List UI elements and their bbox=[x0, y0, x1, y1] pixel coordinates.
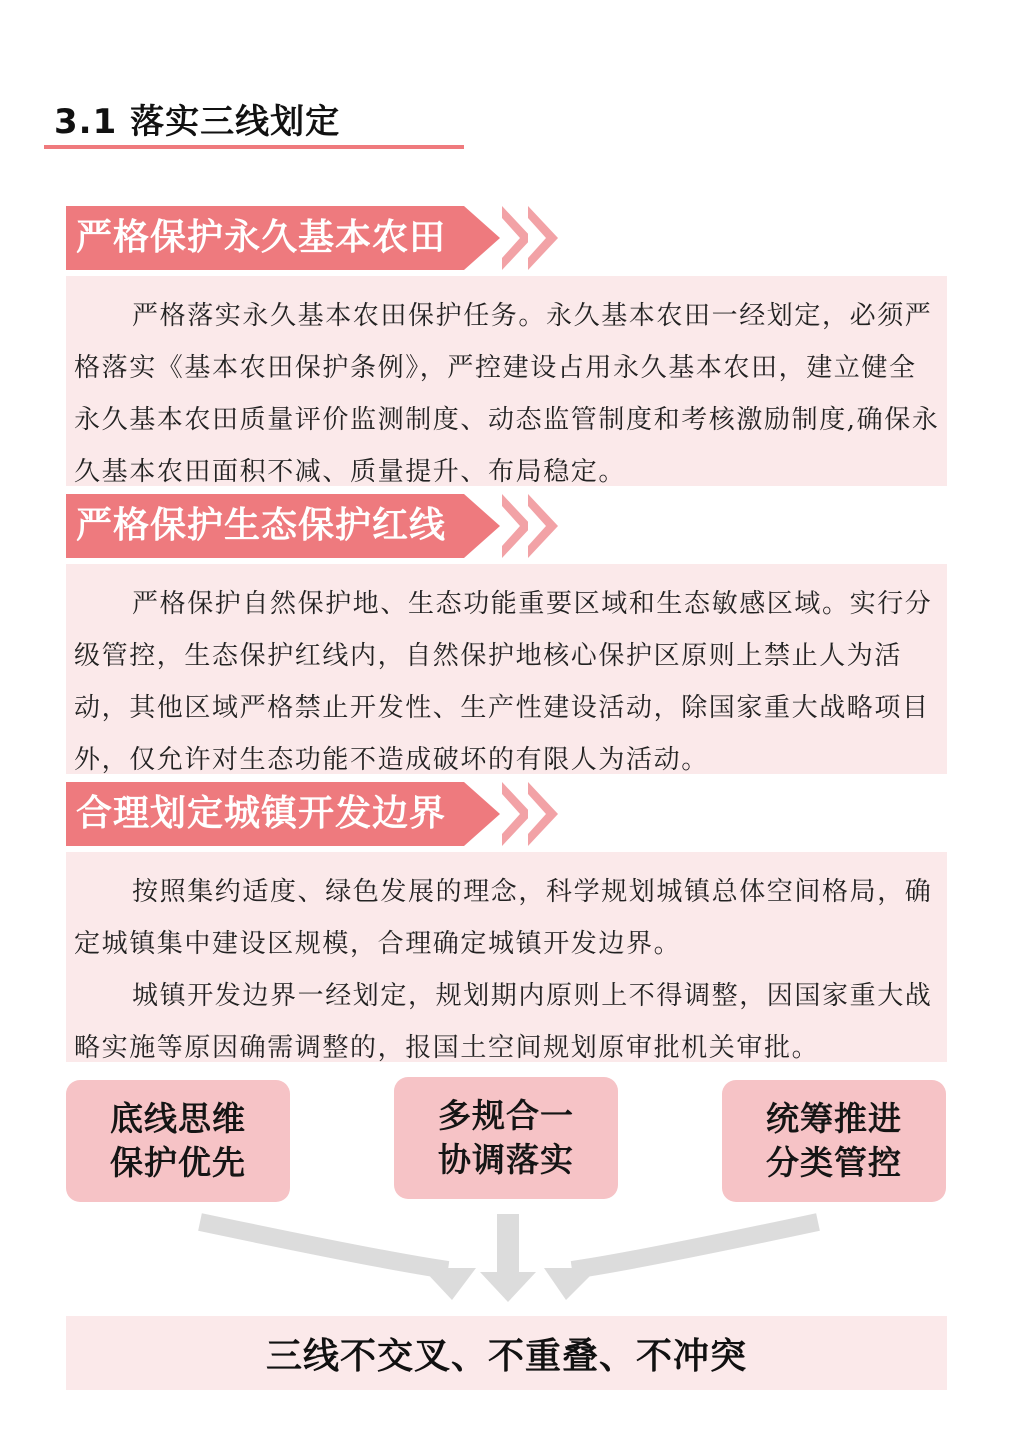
left-arrow-shaft bbox=[200, 1222, 448, 1270]
principle-line: 分类管控 bbox=[766, 1143, 902, 1182]
principle-line: 统筹推进 bbox=[766, 1099, 902, 1138]
section-title: 严格保护永久基本农田 bbox=[76, 217, 447, 258]
section-title: 严格保护生态保护红线 bbox=[76, 505, 447, 546]
paragraph: 城镇开发边界一经划定，规划期内原则上不得调整，因国家重大战略实施等原因确需调整的，报国土空间规划原审批机关审批。 bbox=[74, 981, 933, 1063]
paragraph: 按照集约适度、绿色发展的理念，科学规划城镇总体空间格局，确定城镇集中建设区规模，合理确定城镇开发边界。 bbox=[74, 877, 933, 959]
right-arrowhead-icon bbox=[544, 1268, 598, 1300]
conclusion-text: 三线不交叉、不重叠、不冲突 bbox=[265, 1335, 747, 1377]
page-title: 3.1 落实三线划定 bbox=[54, 102, 341, 142]
right-arrow-shaft bbox=[572, 1222, 818, 1270]
center-arrowhead-icon bbox=[480, 1272, 536, 1302]
principle-line: 保护优先 bbox=[110, 1143, 246, 1182]
principle-line: 底线思维 bbox=[110, 1099, 246, 1138]
paragraph: 严格落实永久基本农田保护任务。永久基本农田一经划定，必须严格落实《基本农田保护条例》，严控建设占用永久基本农田，建立健全永久基本农田质量评价监测制度、动态监管制度和考核激励制度,确保永久基本农田面积不减、质量提升、布局稳定。 bbox=[74, 301, 940, 487]
left-arrowhead-icon bbox=[422, 1268, 476, 1300]
section-title: 合理划定城镇开发边界 bbox=[76, 793, 447, 834]
center-arrow-shaft bbox=[497, 1214, 519, 1274]
principle-line: 协调落实 bbox=[438, 1140, 574, 1179]
conclusion-banner bbox=[66, 1316, 947, 1390]
paragraph: 严格保护自然保护地、生态功能重要区域和生态敏感区域。实行分级管控，生态保护红线内，自然保护地核心保护区原则上禁止人为活动，其他区域严格禁止开发性、生产性建设活动，除国家重大战略项目外，仅允许对生态功能不造成破坏的有限人为活动。 bbox=[74, 589, 933, 775]
principle-line: 多规合一 bbox=[438, 1096, 574, 1135]
